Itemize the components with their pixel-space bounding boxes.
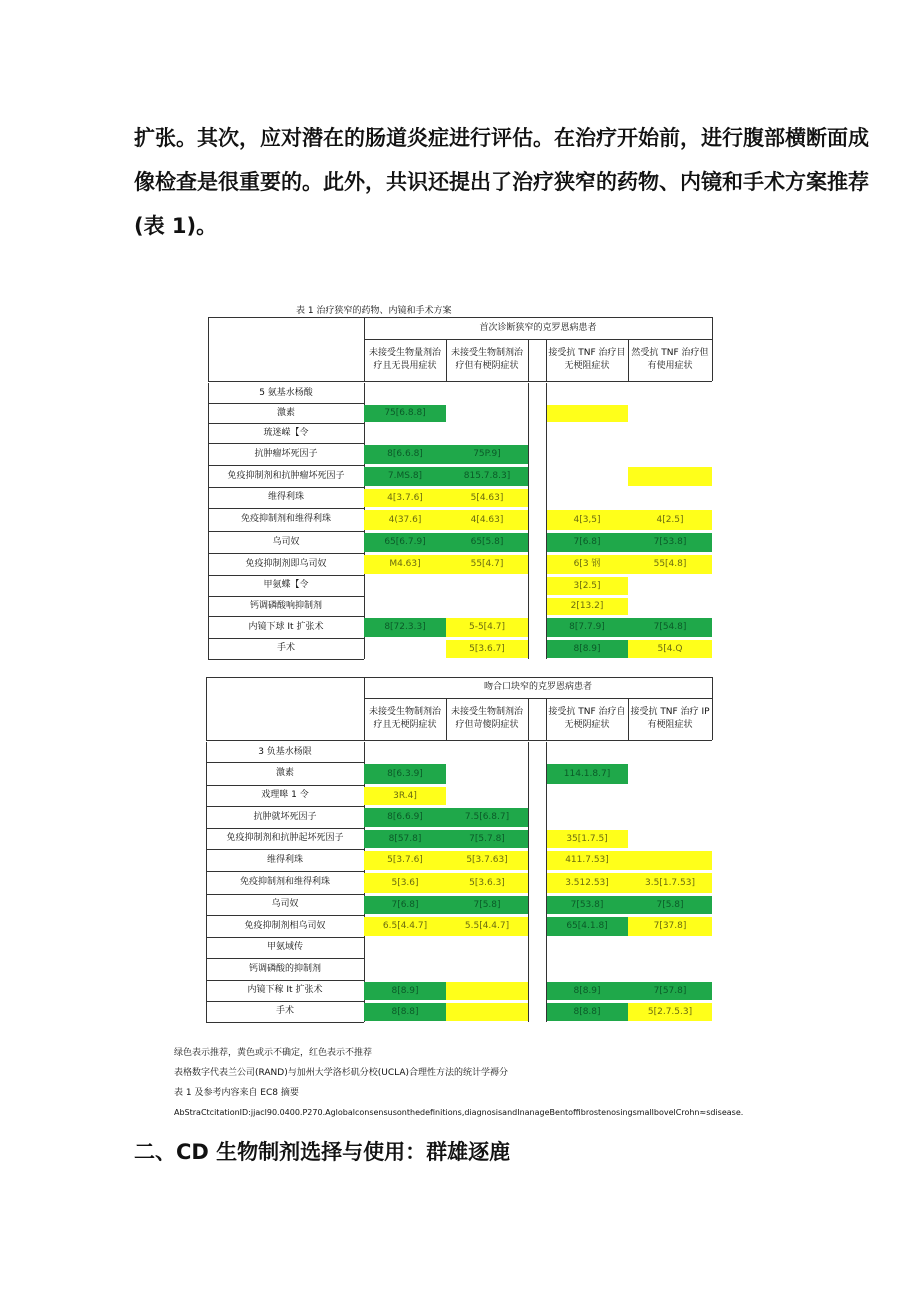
row-label: 内镜下稼 It 扩张术	[247, 985, 323, 995]
table-divider	[546, 849, 547, 871]
table-divider	[208, 575, 209, 596]
table-divider	[208, 403, 209, 423]
rating-cell: 8[6.6.8]	[364, 445, 446, 464]
table-divider	[528, 1001, 529, 1022]
table-divider	[546, 785, 547, 806]
column-header: 未接受生物制剂治 疗且无梗阴症状	[368, 707, 441, 730]
table-rule	[208, 381, 712, 382]
table-caption: 表 1 治疗狭窄的药物、内镜和手术方案	[296, 306, 452, 316]
rating-cell	[628, 489, 712, 507]
rating-cell: 5[4.63]	[446, 489, 528, 507]
table-divider	[206, 785, 207, 806]
rating-cell	[628, 787, 712, 805]
table-divider	[208, 531, 209, 553]
column-header: 未接受生物制剂治 疗但有梗阴症状	[450, 348, 523, 371]
rating-cell	[446, 744, 528, 761]
table-divider	[208, 487, 209, 508]
rating-cell	[546, 385, 628, 402]
rating-cell: 4[3.7.6]	[364, 489, 446, 507]
table-divider	[712, 339, 713, 381]
table-divider	[546, 980, 547, 1001]
rating-cell	[364, 425, 446, 442]
rating-cell: 114.1.8.7]	[546, 764, 628, 784]
rating-cell	[628, 851, 712, 870]
table-divider	[206, 849, 207, 871]
row-label: 钙调磷酸的抑制剂	[248, 963, 321, 974]
rating-cell	[446, 598, 528, 615]
table-rule	[206, 740, 712, 741]
table-divider	[528, 508, 529, 531]
rating-cell: 8[8.8]	[546, 1003, 628, 1021]
table-divider	[546, 742, 547, 762]
rating-cell: 8[72.3.3]	[364, 618, 446, 637]
table-divider	[546, 383, 547, 403]
rating-cell	[628, 744, 712, 761]
rating-cell	[628, 808, 712, 827]
table-divider	[546, 958, 547, 980]
rating-cell	[446, 577, 528, 595]
table-divider	[546, 553, 547, 575]
rating-cell: 4(37.6]	[364, 510, 446, 530]
rating-cell: 815.7.8.3]	[446, 467, 528, 486]
rating-cell	[546, 445, 628, 464]
table-divider	[546, 596, 547, 616]
table-divider	[208, 443, 209, 465]
rating-cell: 7[54.8]	[628, 618, 712, 637]
intro-line-3: (表 1)。	[134, 214, 218, 238]
table-divider	[206, 828, 207, 849]
table-divider	[546, 531, 547, 553]
rating-cell: M4.63]	[364, 555, 446, 574]
row-label: 3 负基水杨限	[258, 746, 312, 757]
table-divider	[546, 423, 547, 443]
table-divider	[528, 531, 529, 553]
rating-cell: 7[37.8]	[628, 917, 712, 936]
rating-cell: 8[8.8]	[364, 1003, 446, 1021]
row-label: 免疫抑制剂和抗肿瘤坏死因子	[227, 470, 345, 481]
note-line: 表格数字代表兰公司(RAND)与加州大学洛杉矶分校(UCLA)合理性方法的统计学褥分	[174, 1068, 509, 1078]
table-divider	[208, 383, 209, 403]
rating-cell: 7[5.7.8]	[446, 830, 528, 848]
table-divider	[528, 980, 529, 1001]
table-divider	[546, 871, 547, 894]
intro-line-2: 像检查是很重要的。此外，共识还提出了治疗狭窄的药物、内镜和手术方案推荐	[134, 170, 869, 194]
table-divider	[206, 894, 207, 915]
rating-cell	[628, 960, 712, 979]
table-divider	[206, 871, 207, 894]
group-header: 吻合口块窄的克罗恩病患者	[483, 682, 592, 692]
rating-cell	[546, 744, 628, 761]
table-divider	[206, 677, 207, 740]
row-label: 甲氨蝶【令	[263, 580, 309, 590]
table-divider	[206, 980, 207, 1001]
rating-cell: 5[3.6]	[364, 873, 446, 893]
rating-cell: 3.5[1.7.53]	[628, 873, 712, 893]
section-heading: 二、CD 生物制剂选择与使用：群雄逐鹿	[134, 1140, 511, 1164]
rating-cell	[364, 939, 446, 957]
rating-cell	[446, 405, 528, 422]
table-divider	[528, 849, 529, 871]
rating-cell: 2[13.2]	[546, 598, 628, 615]
table-divider	[528, 806, 529, 828]
row-label: 甲氨域传	[266, 942, 303, 952]
table-divider	[546, 403, 547, 423]
rating-cell: 7[57.8]	[628, 982, 712, 1000]
rating-cell: 75P.9]	[446, 445, 528, 464]
rating-cell: 411.7.53]	[546, 851, 628, 870]
note-line: 绿色表示推荐，黄色或示不确定，红色表示不推荐	[174, 1048, 373, 1058]
note-line: AbStraCtcitationID:jjacl90.0400.P270.Aglobalconsensusonthedefinitions,diagnosisandInanageBentoffibrostenosingsmallbovelCrohn≈sdisease.	[174, 1108, 744, 1117]
row-label: 激素	[276, 407, 295, 418]
rating-cell: 3[2.5]	[546, 577, 628, 595]
table-divider	[546, 806, 547, 828]
table-rule	[208, 659, 364, 660]
rating-cell: 5.5[4.4.7]	[446, 917, 528, 936]
rating-cell	[628, 385, 712, 402]
rating-cell	[364, 744, 446, 761]
rating-cell	[364, 385, 446, 402]
column-header: 未接受生物量剂治 疗且无畏用症状	[368, 348, 441, 371]
rating-cell: 8[7.7.9]	[546, 618, 628, 637]
rating-cell: 8[8.9]	[546, 640, 628, 658]
row-label: 琉迷嵘【令	[263, 427, 309, 438]
rating-cell	[546, 939, 628, 957]
row-label: 乌司奴	[271, 899, 299, 909]
table-divider	[206, 937, 207, 958]
rating-cell	[546, 489, 628, 507]
rating-cell	[628, 830, 712, 848]
rating-cell: 8[57.8]	[364, 830, 446, 848]
rating-cell	[446, 939, 528, 957]
table-divider	[208, 508, 209, 531]
rating-cell	[446, 1003, 528, 1021]
table-divider	[546, 915, 547, 937]
table-divider	[206, 1001, 207, 1022]
row-label: 戏理嗥 1 令	[261, 790, 309, 800]
table-rule	[206, 1022, 364, 1023]
rating-cell	[446, 764, 528, 784]
row-label: 钙调磷酸响抑制剂	[249, 600, 322, 611]
table-divider	[208, 317, 209, 381]
rating-cell	[364, 577, 446, 595]
table-divider	[528, 871, 529, 894]
rating-cell	[364, 640, 446, 658]
column-header: 然受抗 TNF 治疗但 有使用症状	[631, 348, 709, 371]
row-label: 维得利珠	[266, 854, 303, 865]
table-divider	[528, 465, 529, 487]
rating-cell	[446, 982, 528, 1000]
rating-cell	[364, 598, 446, 615]
table-divider	[528, 785, 529, 806]
rating-cell: 5[2.7.5.3]	[628, 1003, 712, 1021]
rating-cell: 3R.4]	[364, 787, 446, 805]
intro-line-1: 扩张。其次，应对潜在的肠道炎症进行评估。在治疗开始前，进行腹部横断面成	[134, 126, 869, 150]
table-divider	[206, 742, 207, 762]
rating-cell	[628, 425, 712, 442]
table-divider	[206, 806, 207, 828]
table-notes	[174, 1043, 743, 1123]
table-divider	[528, 915, 529, 937]
rating-cell	[628, 598, 712, 615]
rating-cell: 5[3.7.63]	[446, 851, 528, 870]
row-label: 免疫抑制剂相乌司奴	[244, 920, 326, 931]
rating-cell: 7.MS.8]	[364, 467, 446, 486]
rating-cell	[546, 808, 628, 827]
row-label: 免疫抑制剂和维得利珠	[240, 514, 331, 524]
rating-cell: 65[5.8]	[446, 533, 528, 552]
table-divider	[206, 915, 207, 937]
table-divider	[528, 596, 529, 616]
table-divider	[528, 937, 529, 958]
table-divider	[528, 698, 529, 740]
row-label: 维得利珠	[267, 492, 304, 502]
rating-cell	[546, 405, 628, 422]
table-divider	[528, 383, 529, 403]
table-divider	[208, 596, 209, 616]
table-divider	[528, 638, 529, 659]
rating-cell	[628, 764, 712, 784]
rating-cell: 5[3.6.3]	[446, 873, 528, 893]
table-divider	[546, 1001, 547, 1022]
rating-cell: 5[4.Q	[628, 640, 712, 658]
table-divider	[546, 762, 547, 785]
column-header: 接受抗 TNF 治疗 IP 有梗阻症状	[630, 707, 710, 730]
table-divider	[528, 894, 529, 915]
rating-cell	[446, 960, 528, 979]
table-divider	[712, 698, 713, 740]
table-divider	[528, 487, 529, 508]
rating-cell: 65[4.1.8]	[546, 917, 628, 936]
rating-cell	[446, 425, 528, 442]
rating-cell	[546, 425, 628, 442]
rating-cell: 5-5[4.7]	[446, 618, 528, 637]
table-divider	[546, 508, 547, 531]
rating-cell: 55[4.7]	[446, 555, 528, 574]
group-header: 首次诊断狭窄的克罗恩病患者	[479, 322, 597, 333]
row-label: 乌司奴	[272, 536, 300, 547]
table-divider	[208, 465, 209, 487]
row-label: 内镜下球 It 扩张术	[248, 621, 324, 632]
rating-cell: 7[53.8]	[628, 533, 712, 552]
rating-cell: 4[3,5]	[546, 510, 628, 530]
table-divider	[528, 828, 529, 849]
table-divider	[546, 616, 547, 638]
table-divider	[206, 762, 207, 785]
row-label: 5 氨基水杨酸	[259, 387, 313, 398]
rating-cell: 3.512.53]	[546, 873, 628, 893]
rating-cell: 55[4.8]	[628, 555, 712, 574]
rating-cell: 8[6.3.9]	[364, 764, 446, 784]
rating-cell: 35[1.7.5]	[546, 830, 628, 848]
rating-cell	[546, 467, 628, 486]
column-header: 接受抗 TNF 治疗目 无梗阻症状	[548, 348, 626, 371]
table-divider	[528, 423, 529, 443]
rating-cell	[628, 405, 712, 422]
column-header: 接受抗 TNF 治疗自 无梗阴症状	[548, 707, 626, 730]
table-divider	[208, 616, 209, 638]
table-divider	[528, 958, 529, 980]
row-label: 抗肿就坏死因子	[253, 811, 317, 822]
rating-cell: 7[5.8]	[628, 896, 712, 914]
table-divider	[546, 937, 547, 958]
table-divider	[528, 575, 529, 596]
row-label: 激素	[275, 768, 294, 778]
rating-cell	[628, 467, 712, 486]
rating-cell	[446, 385, 528, 402]
rating-cell: 7[5.8]	[446, 896, 528, 914]
intro-paragraph	[134, 116, 869, 248]
table-divider	[528, 742, 529, 762]
table-divider	[208, 423, 209, 443]
rating-cell: 4[4.63]	[446, 510, 528, 530]
table-divider	[546, 443, 547, 465]
rating-cell: 4[2.5]	[628, 510, 712, 530]
rating-cell: 75[6.8.8]	[364, 405, 446, 422]
rating-cell	[446, 787, 528, 805]
table-divider	[546, 575, 547, 596]
note-line: 表 1 及参考内容来自 EC8 摘要	[174, 1088, 299, 1098]
rating-cell	[628, 939, 712, 957]
rating-cell: 7.5[6.8.7]	[446, 808, 528, 827]
rating-cell: 7[6.8]	[546, 533, 628, 552]
table-divider	[528, 339, 529, 381]
rating-cell: 8[8.9]	[364, 982, 446, 1000]
table-divider	[546, 487, 547, 508]
rating-cell	[628, 577, 712, 595]
table-divider	[528, 553, 529, 575]
table-divider	[208, 638, 209, 659]
row-label: 免疫抑制剂和抗肿起坏死因子	[226, 833, 344, 843]
row-label: 免疫抑制剂即乌司奴	[245, 558, 327, 569]
rating-cell: 5[3.7.6]	[364, 851, 446, 870]
table-divider	[528, 762, 529, 785]
column-header: 未接受生物制剂治 疗但苛傻阴症状	[450, 707, 523, 730]
rating-cell: 6[3 钢	[546, 555, 628, 574]
table-divider	[546, 894, 547, 915]
rating-cell: 7[53.8]	[546, 896, 628, 914]
table-divider	[528, 443, 529, 465]
rating-cell: 5[3.6.7]	[446, 640, 528, 658]
table-divider	[712, 317, 713, 339]
table-divider	[528, 403, 529, 423]
table-divider	[208, 553, 209, 575]
table-divider	[712, 677, 713, 698]
table-divider	[546, 465, 547, 487]
row-label: 手术	[275, 1006, 294, 1016]
rating-cell: 8[8.9]	[546, 982, 628, 1000]
rating-cell: 7[6.8]	[364, 896, 446, 914]
table-divider	[546, 828, 547, 849]
rating-cell	[546, 960, 628, 979]
rating-cell	[546, 787, 628, 805]
rating-cell: 6.5[4.4.7]	[364, 917, 446, 936]
row-label: 抗肿瘤坏死因子	[254, 448, 318, 459]
table-divider	[546, 638, 547, 659]
table-divider	[528, 616, 529, 638]
table-divider	[206, 958, 207, 980]
rating-cell	[628, 445, 712, 464]
row-label: 免疫抑制剂和维得利珠	[239, 877, 330, 887]
rating-cell: 8[6.6.9]	[364, 808, 446, 827]
rating-cell	[364, 960, 446, 979]
rating-cell: 65[6.7.9]	[364, 533, 446, 552]
row-label: 手术	[276, 643, 295, 653]
